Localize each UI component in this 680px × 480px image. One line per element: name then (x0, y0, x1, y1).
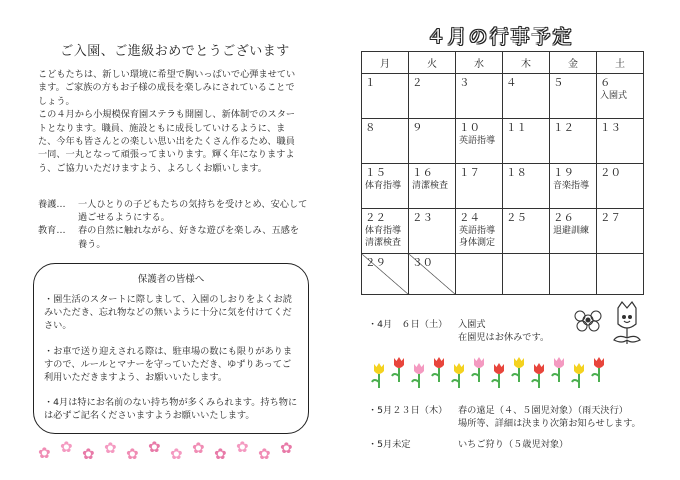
flower-icon: ✿ (214, 445, 227, 463)
calendar-event: 音楽指導 (553, 181, 590, 191)
goal-label: 養護… (38, 199, 66, 210)
goal-label: 教育… (38, 225, 66, 237)
tulip-icon (492, 363, 504, 388)
day-number: ２０ (600, 167, 621, 179)
calendar-day-cell (409, 74, 456, 119)
weekday-header: 木 (503, 52, 550, 74)
tulip-icon (432, 357, 444, 382)
schedule-item (368, 404, 641, 430)
calendar-day-cell (409, 254, 456, 295)
day-number: ２７ (600, 212, 621, 224)
calendar-day-cell (456, 119, 503, 164)
day-number: ２４ (459, 212, 480, 224)
blossom-icon (575, 311, 601, 331)
day-number: １０ (459, 122, 480, 134)
calendar-day-cell (550, 74, 597, 119)
schedule-line: 春の遠足（４、５園児対象）（雨天決行） (458, 405, 628, 416)
greeting-paragraph: この４月から小規模保育園ステラも開園し、新体制でのスタートとなります。職員、施設ともに成長していけるように、また、今年も皆さんとの楽しい思い出をたくさん作るため、職員一同、一丸となって頑張ってまいります。輝く年になりますよう、ご協力いただけますよう、よろしくお願いします。 (38, 109, 296, 174)
tulip-icon (392, 357, 404, 382)
day-number: １９ (553, 167, 574, 179)
notice-item: ・園生活のスタートに際しまして、入園のしおりをよくお読みいただき、忘れ物などの無いように十分に気を付けてください。 (44, 294, 292, 332)
calendar-day-cell (597, 254, 644, 295)
goal-text: 一人ひとりの子どもたちの気持ちを受けとめ、安心して過ごせるようにする。 (78, 199, 308, 224)
day-number: ６ (600, 77, 611, 89)
flower-icon: ✿ (148, 438, 161, 456)
day-number: １１ (506, 122, 527, 134)
schedule-line: いちご狩り（５歳児対象） (458, 439, 569, 450)
schedule-line: 場所等、詳細は決まり次第お知らせします。 (458, 418, 641, 429)
flower-border (34, 440, 304, 464)
notice-title: 保護者の皆様へ (137, 274, 205, 285)
day-number: ９ (412, 122, 423, 134)
flower-icon: ✿ (280, 439, 293, 457)
calendar-day-cell (362, 119, 409, 164)
flower-icon: ✿ (170, 445, 183, 463)
greeting-body (38, 68, 296, 175)
weekday-header: 月 (362, 52, 409, 74)
calendar-day-cell (550, 254, 597, 295)
calendar-day-cell (503, 254, 550, 295)
day-number: ２５ (506, 212, 527, 224)
flower-icon: ✿ (82, 445, 95, 463)
day-number: ２６ (553, 212, 574, 224)
weekday-header: 水 (456, 52, 503, 74)
day-number: ２ (412, 77, 423, 89)
weekday-header: 土 (597, 52, 644, 74)
tulip-icon (552, 357, 564, 382)
calendar-day-cell (362, 254, 409, 295)
greeting-title: ご入園、ご進級おめでとうございます (60, 44, 290, 59)
greeting-paragraph: こどもたちは、新しい環境に希望で胸いっぱいで心弾ませています。ご家族の方もお子様の成長を楽しみにされていることでしょう。 (38, 69, 296, 107)
calendar-day-cell (362, 209, 409, 254)
flower-icon: ✿ (104, 439, 117, 457)
tulip-icon (412, 363, 424, 388)
calendar-day-cell (456, 254, 503, 295)
day-number: ３ (459, 77, 470, 89)
tulip-icon (532, 363, 544, 388)
calendar-day-cell (409, 119, 456, 164)
tulip-icon (372, 363, 384, 388)
calendar-event: 入園式 (600, 91, 628, 101)
goal-nurturing (38, 198, 308, 224)
calendar-day-cell (597, 74, 644, 119)
tulip-icon (372, 357, 604, 388)
schedule-date: ・5月２３日（木） (368, 405, 448, 416)
calendar-event: 体育指導 (365, 181, 402, 191)
calendar-day-cell (456, 74, 503, 119)
tulip-icon (472, 357, 484, 382)
day-number: ３０ (412, 257, 433, 269)
goal-education (38, 224, 308, 250)
calendar-day-cell (409, 209, 456, 254)
calendar-day-cell (597, 164, 644, 209)
monthly-goals (38, 198, 308, 251)
calendar-week-row (362, 254, 644, 295)
flower-icon: ✿ (192, 439, 205, 457)
schedule-line: 在園児はお休みです。 (458, 332, 550, 343)
calendar-week-row (362, 164, 644, 209)
calendar-day-cell (456, 209, 503, 254)
calendar-title: ４月の行事予定 (426, 26, 574, 48)
calendar-day-cell (550, 209, 597, 254)
calendar-event: 英語指導 (459, 136, 496, 146)
calendar-event: 体育指導 (365, 226, 402, 236)
tulip-icon (572, 363, 584, 388)
calendar-day-cell (409, 164, 456, 209)
calendar-event: 退避訓練 (553, 226, 590, 236)
calendar-day-cell (503, 209, 550, 254)
notice-item: ・お車で送り迎えされる際は、駐車場の数にも限りがありますので、ルールとマナーを守っていただき、ゆずりあってご利用いただきますよう、お願いいたします。 (44, 345, 293, 384)
calendar-week-row (362, 209, 644, 254)
tulip-border (368, 356, 613, 390)
day-number: １５ (365, 167, 386, 179)
day-number: ２３ (412, 212, 433, 224)
schedule-line: 入園式 (458, 319, 486, 330)
calendar-day-cell (503, 119, 550, 164)
schedule-item (368, 318, 549, 344)
calendar-week-row (362, 119, 644, 164)
calendar-event: 身体測定 (459, 238, 496, 248)
flower-icon: ✿ (236, 438, 249, 456)
weekday-header: 金 (550, 52, 597, 74)
day-number: １ (365, 77, 376, 89)
weekday-header-row (362, 52, 644, 74)
calendar-event: 清潔検査 (365, 238, 402, 248)
calendar-day-cell (503, 74, 550, 119)
day-number: ５ (553, 77, 564, 89)
calendar-event: 英語指導 (459, 226, 496, 236)
flower-icon: ✿ (38, 444, 51, 462)
calendar-day-cell (597, 119, 644, 164)
notice-item: ・4月は特にお名前のない持ち物が多くみられます。持ち物には必ずご記名くださいますようお願いいたします。 (44, 397, 298, 422)
day-number: ２９ (365, 257, 386, 269)
day-number: １６ (412, 167, 433, 179)
schedule-date: ・5月未定 (368, 439, 411, 450)
calendar-day-cell (597, 209, 644, 254)
tulip-icon (452, 363, 464, 388)
schedule-date: ・4月 ６日（土） (368, 319, 448, 330)
tulip-icon (592, 357, 604, 382)
calendar-day-cell (456, 164, 503, 209)
goal-text: 春の自然に触れながら、好きな遊びを楽しみ、五感を養う。 (78, 225, 300, 250)
calendar-event: 清潔検査 (412, 181, 449, 191)
weekday-header: 火 (409, 52, 456, 74)
tulip-icon (512, 357, 524, 382)
calendar-week-row (362, 74, 644, 119)
tulip-face-icon (614, 302, 640, 344)
calendar-day-cell (362, 164, 409, 209)
flower-icon: ✿ (126, 445, 139, 463)
day-number: ４ (506, 77, 517, 89)
day-number: １２ (553, 122, 574, 134)
calendar-day-cell (503, 164, 550, 209)
calendar-day-cell (550, 164, 597, 209)
calendar-day-cell (550, 119, 597, 164)
day-number: １７ (459, 167, 480, 179)
flower-icon: ✿ (60, 438, 73, 456)
parent-notice-box (33, 263, 309, 434)
calendar-day-cell (362, 74, 409, 119)
spring-illustration (570, 300, 660, 348)
day-number: ８ (365, 122, 376, 134)
schedule-item (368, 438, 568, 451)
day-number: １８ (506, 167, 527, 179)
day-number: １３ (600, 122, 621, 134)
event-calendar (361, 51, 644, 295)
flower-icon: ✿ (258, 445, 271, 463)
day-number: ２２ (365, 212, 386, 224)
